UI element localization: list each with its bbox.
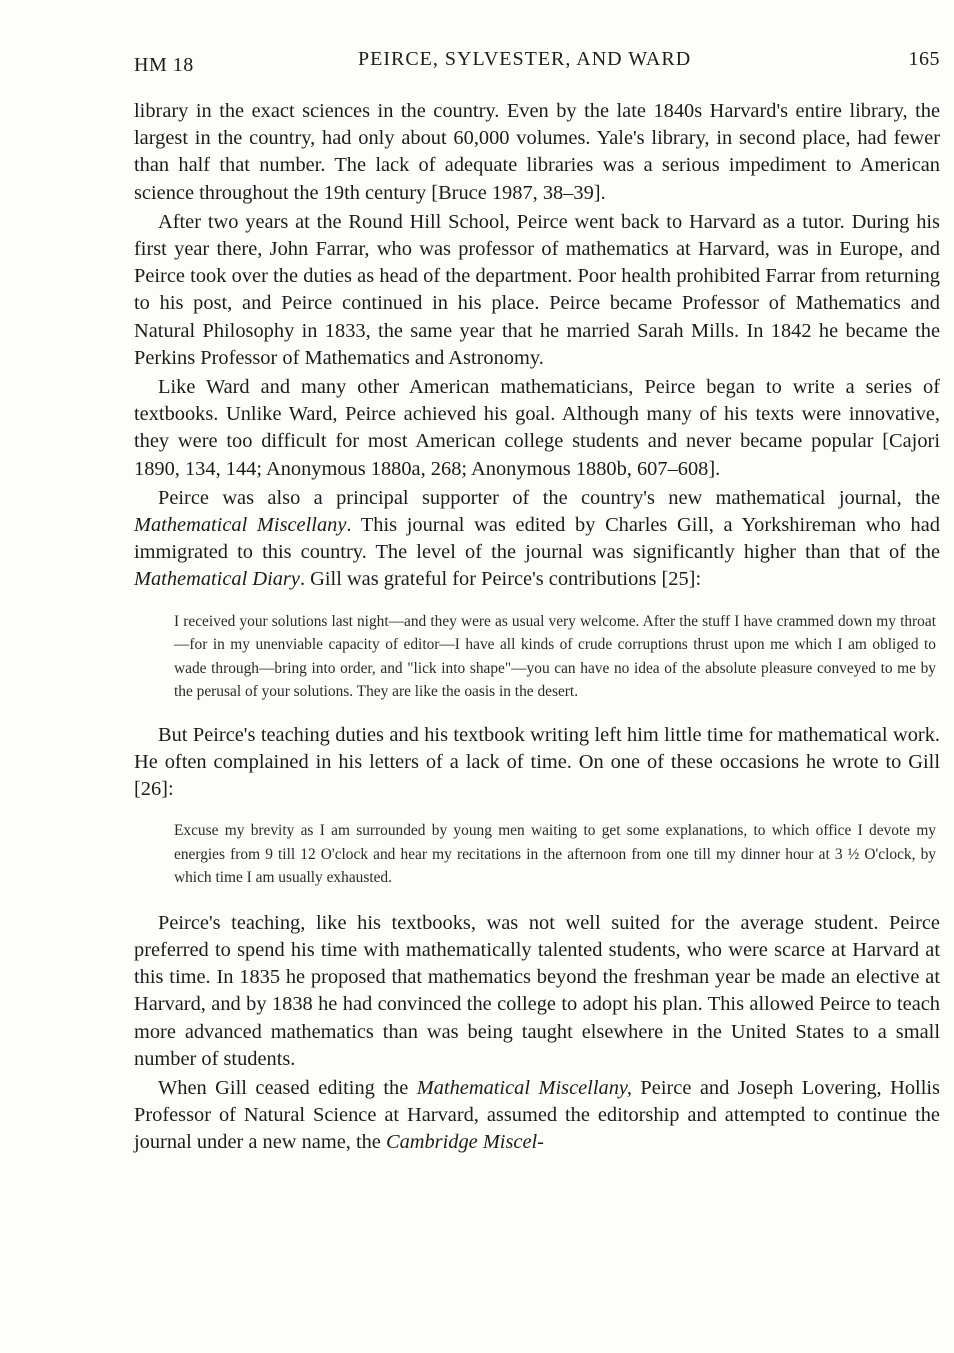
paragraph-2: After two years at the Round Hill School, Peirce went back to Harvard as a tutor. During his first year there, John Farrar, who was professor of mathematics at Harvard, was in Europe, and Peirce took over the duties as head of the department. Poor health prohibited Farrar from returning to his post, and Peirce continued in his place. Peirce became Professor of Mathematics and Natural Philosophy in 1833, the same year that he married Sarah Mills. In 1842 he became the Perkins Professor of Mathematics and Astronomy.	[134, 210, 940, 369]
journal-title-cambridge: Cambridge Miscel-	[385, 1131, 544, 1154]
paragraph-5: But Peirce's teaching duties and his textbook writing left him little time for mathematical work. He often complained in his letters of a lack of time. On one of these occasions he wrote to Gill [26]:	[134, 723, 940, 801]
running-title: PEIRCE, SYLVESTER, AND WARD	[358, 48, 692, 70]
block-quote-2: Excuse my brevity as I am surrounded by young men waiting to get some explanations, to which office I devote my energies from 9 till 12 O'clock and hear my recitations in the afternoon from one till my dinner hour at 3 ½ O'clock, by which time I am usually exhausted.	[174, 822, 936, 887]
journal-volume: HM 18	[134, 54, 194, 76]
journal-title-miscellany-2: Mathematical Miscellany,	[416, 1076, 632, 1099]
paragraph-4: Peirce was also a principal supporter of the country's new mathematical journal, the Mathematical Miscellany. This journal was edited by Charles Gill, a Yorkshireman who had immigrated to this country. The level of the journal was significantly higher than that of the Mathematical Diary. Gill was grateful for Peirce's contributions [25]:	[134, 486, 940, 591]
paragraph-7: When Gill ceased editing the Mathematical Miscellany, Peirce and Joseph Lovering, Hollis Professor of Natural Science at Harvard, assumed the editorship and attempted to continue the journal under a new name, the Cambridge Miscel-	[134, 1076, 940, 1154]
journal-title-diary: Mathematical Diary	[134, 568, 300, 591]
paragraph-1: library in the exact sciences in the country. Even by the late 1840s Harvard's entire library, the largest in the country, had only about 60,000 volumes. Yale's library, in second place, had fewer than half that number. The lack of adequate libraries was a serious impediment to American science throughout the 19th century [Bruce 1987, 38–39].	[134, 100, 940, 204]
paragraph-3: Like Ward and many other American mathematicians, Peirce began to write a series of textbooks. Unlike Ward, Peirce achieved his goal. Although many of his texts were innovative, they were too difficult for most American college students and never became popular [Cajori 1890, 134, 144; Anonymous 1880a, 268; Anonymous 1880b, 607–608].	[134, 376, 940, 480]
paragraph-6: Peirce's teaching, like his textbooks, was not well suited for the average student. Peirce preferred to spend his time with mathematically talented students, who were scarce at Harvard at this time. In 1835 he proposed that mathematics beyond the freshman year be made an elective at Harvard, and by 1838 he had convinced the college to adopt his plan. This allowed Peirce to teach more advanced mathematics than was being taught elsewhere in the United States to a small number of students.	[134, 911, 940, 1070]
body-text	[134, 98, 940, 1157]
page-number: 165	[908, 48, 940, 70]
journal-title-miscellany: Mathematical Miscellany	[134, 514, 347, 537]
running-header	[134, 48, 940, 82]
block-quote-1: I received your solutions last night—and they were as usual very welcome. After the stuff I have crammed down my throat—for in my unenviable capacity of editor—I have all kinds of crude corruptions thrust upon me which I am obliged to wade through—bring into order, and "lick into shape"—you can have no idea of the absolute pleasure conveyed to me by the perusal of your solutions. They are like the oasis in the desert.	[174, 612, 936, 701]
